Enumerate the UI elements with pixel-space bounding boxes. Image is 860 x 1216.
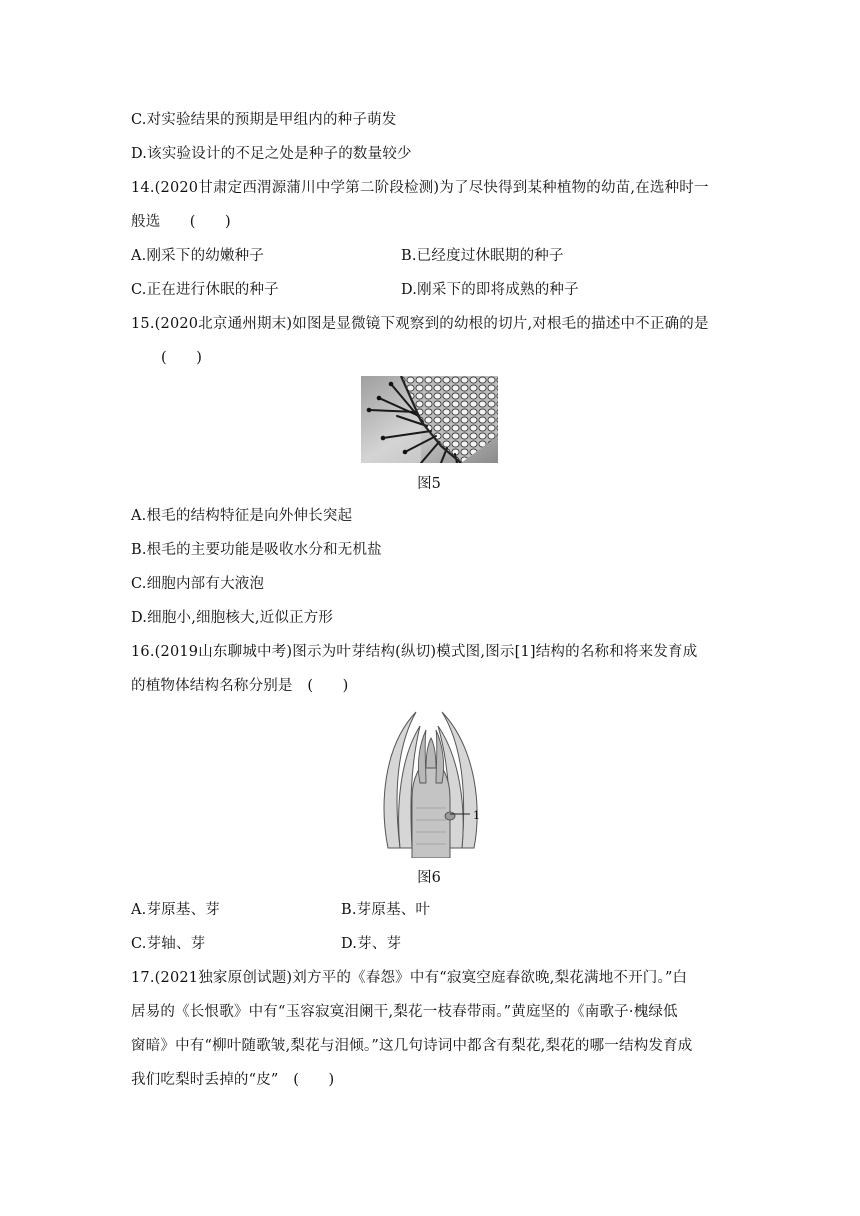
- q14-option-c: C.正在进行休眠的种子: [131, 282, 279, 298]
- q17-stem-line4: 我们吃梨时丢掉的“皮” ( ): [131, 1072, 335, 1088]
- q16-stem-line1: 16.(2019山东聊城中考)图示为叶芽结构(纵切)模式图,图示[1]结构的名称和将来发育成: [131, 644, 698, 660]
- figure-5-caption: 图5: [417, 476, 441, 492]
- leaf-bud-diagram: [376, 708, 496, 858]
- q13-option-c: C.对实验结果的预期是甲组内的种子萌发: [131, 112, 397, 128]
- q15-stem-line2: ( ): [161, 350, 203, 366]
- q16-option-b: B.芽原基、叶: [341, 902, 431, 918]
- q16-option-d: D.芽、芽: [341, 936, 402, 952]
- q13-option-d: D.该实验设计的不足之处是种子的数量较少: [131, 146, 412, 162]
- figure-6-caption: 图6: [417, 870, 441, 886]
- q15-stem-line1: 15.(2020北京通州期末)如图是显微镜下观察到的幼根的切片,对根毛的描述中不正确的是: [131, 316, 709, 332]
- q16-option-a: A.芽原基、芽: [131, 902, 220, 918]
- q14-option-d: D.刚采下的即将成熟的种子: [401, 282, 579, 298]
- q16-stem-line2: 的植物体结构名称分别是 ( ): [131, 678, 349, 694]
- root-hair-micrograph: [361, 376, 498, 463]
- figure-6-label-1: 1: [473, 809, 481, 822]
- q17-stem-line1: 17.(2021独家原创试题)刘方平的《春怨》中有“寂寞空庭春欲晚,梨花满地不开门。”白: [131, 970, 688, 986]
- q16-option-c: C.芽轴、芽: [131, 936, 206, 952]
- q14-option-b: B.已经度过休眠期的种子: [401, 248, 564, 264]
- q15-option-c: C.细胞内部有大液泡: [131, 576, 265, 592]
- q14-stem-line2: 般选 ( ): [131, 214, 231, 230]
- q15-option-b: B.根毛的主要功能是吸收水分和无机盐: [131, 542, 382, 558]
- q17-stem-line3: 窗暗》中有“柳叶随歌皱,梨花与泪倾。”这几句诗词中都含有梨花,梨花的哪一结构发育成: [131, 1038, 693, 1054]
- q14-stem-line1: 14.(2020甘肃定西渭源蒲川中学第二阶段检测)为了尽快得到某种植物的幼苗,在选种时一: [131, 180, 709, 196]
- q15-option-a: A.根毛的结构特征是向外伸长突起: [131, 508, 353, 524]
- q14-option-a: A.刚采下的幼嫩种子: [131, 248, 265, 264]
- q15-option-d: D.细胞小,细胞核大,近似正方形: [131, 610, 334, 626]
- q17-stem-line2: 居易的《长恨歌》中有“玉容寂寞泪阑干,梨花一枝春带雨。”黄庭坚的《南歌子·槐绿低: [131, 1004, 678, 1020]
